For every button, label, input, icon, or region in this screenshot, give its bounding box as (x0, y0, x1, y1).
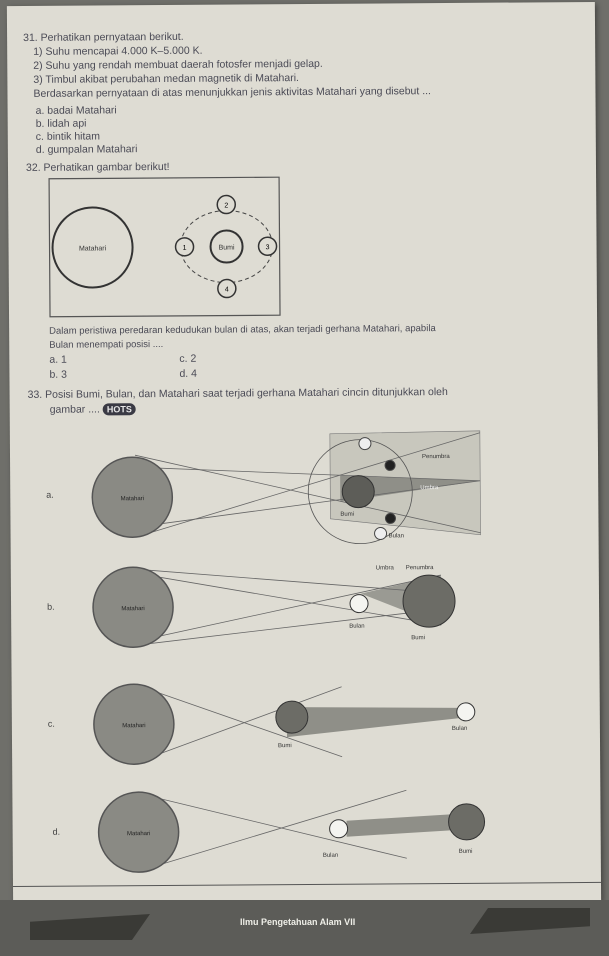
footer-right-shape (470, 908, 590, 934)
q31-option-b: b. lidah api (35, 117, 87, 130)
moon-d (330, 820, 348, 838)
page-footer (0, 900, 609, 956)
footer-left-shape (30, 914, 150, 940)
sun-a-label: Matahari (120, 496, 145, 503)
q33-figure-d (46, 778, 497, 881)
footer-rule (13, 882, 601, 887)
option-d-letter: d. (52, 826, 61, 837)
q32-question-line1: Dalam peristiwa peredaran kedudukan bulan di atas, akan terjadi gerhana Matahari, apabila (49, 323, 436, 337)
earth-b-label: Bumi (411, 635, 425, 642)
q31-intro: 31. Perhatikan pernyataan berikut. (23, 30, 184, 44)
hots-badge: HOTS (103, 403, 136, 415)
q31-question: Berdasarkan pernyataan di atas menunjukkan jenis aktivitas Matahari yang disebut ... (33, 85, 431, 100)
option-b-letter: b. (47, 601, 55, 612)
umbra-b-label: Umbra (375, 565, 394, 572)
earth-d (448, 804, 484, 840)
penumbra-a-label: Penumbra (422, 453, 450, 461)
q32-option-b: b. 3 (49, 368, 67, 381)
q32-option-c: c. 2 (179, 352, 197, 365)
q31-statement-3: 3) Timbul akibat perubahan medan magnetik di Matahari. (33, 72, 299, 86)
q32-option-d: d. 4 (179, 367, 197, 380)
q33-intro-line2 (50, 403, 136, 416)
penumbra-b-label: Penumbra (405, 565, 434, 572)
option-a-letter: a. (46, 489, 54, 500)
moon-d-label: Bulan (322, 852, 339, 859)
q33-figure-c (42, 668, 493, 771)
moon-b (350, 595, 368, 613)
moon-a-label: Bulan (388, 533, 404, 540)
q33-intro2-text: gambar .... (49, 403, 100, 416)
shadow-d-region (347, 814, 457, 837)
worksheet-page (7, 2, 601, 906)
q33-figure-a (40, 423, 491, 551)
option-c-letter: c. (47, 718, 55, 729)
position-2-label: 2 (224, 202, 229, 210)
moon-c-label: Bulan (451, 725, 468, 732)
earth-c-label: Bumi (278, 743, 292, 750)
sun-c-label: Matahari (122, 723, 146, 730)
earth-a (342, 476, 374, 508)
sun-b-label: Matahari (121, 606, 145, 613)
umbra-a-label: Umbra (420, 485, 439, 492)
q32-figure (48, 176, 281, 318)
book-title: Ilmu Pengetahuan Alam VII (240, 917, 356, 927)
sun-d-label: Matahari (126, 831, 151, 838)
earth-d-label: Bumi (458, 848, 473, 855)
position-4-label: 4 (224, 286, 229, 294)
q33-intro: 33. Posisi Bumi, Bulan, dan Matahari saat terjadi gerhana Matahari cincin ditunjukkan oleh (27, 385, 448, 401)
earth-a-label: Bumi (340, 511, 355, 518)
q33-figure-b (41, 553, 492, 651)
moon-a-bottom (375, 527, 387, 539)
earth-b (403, 575, 455, 627)
position-1-label: 1 (182, 244, 187, 252)
q31-statement-1: 1) Suhu mencapai 4.000 K–5.000 K. (33, 44, 203, 58)
earth-c (276, 701, 308, 733)
q32-option-a: a. 1 (49, 353, 67, 366)
moon-a-top (359, 438, 371, 450)
moon-b-label: Bulan (349, 623, 365, 630)
fig-earth-label: Bumi (218, 244, 235, 252)
q31-option-a: a. badai Matahari (35, 104, 117, 117)
q31-statement-2: 2) Suhu yang rendah membuat daerah fotosfer menjadi gelap. (33, 57, 323, 72)
moon-c (457, 703, 475, 721)
q31-option-d: d. gumpalan Matahari (35, 143, 138, 156)
position-3-label: 3 (265, 244, 270, 252)
q31-option-c: c. bintik hitam (35, 130, 101, 143)
fig-sun-label: Matahari (78, 245, 107, 253)
q32-intro: 32. Perhatikan gambar berikut! (25, 160, 170, 174)
q32-question-line2: Bulan menempati posisi .... (49, 338, 164, 351)
shadow-c-region (287, 706, 462, 737)
